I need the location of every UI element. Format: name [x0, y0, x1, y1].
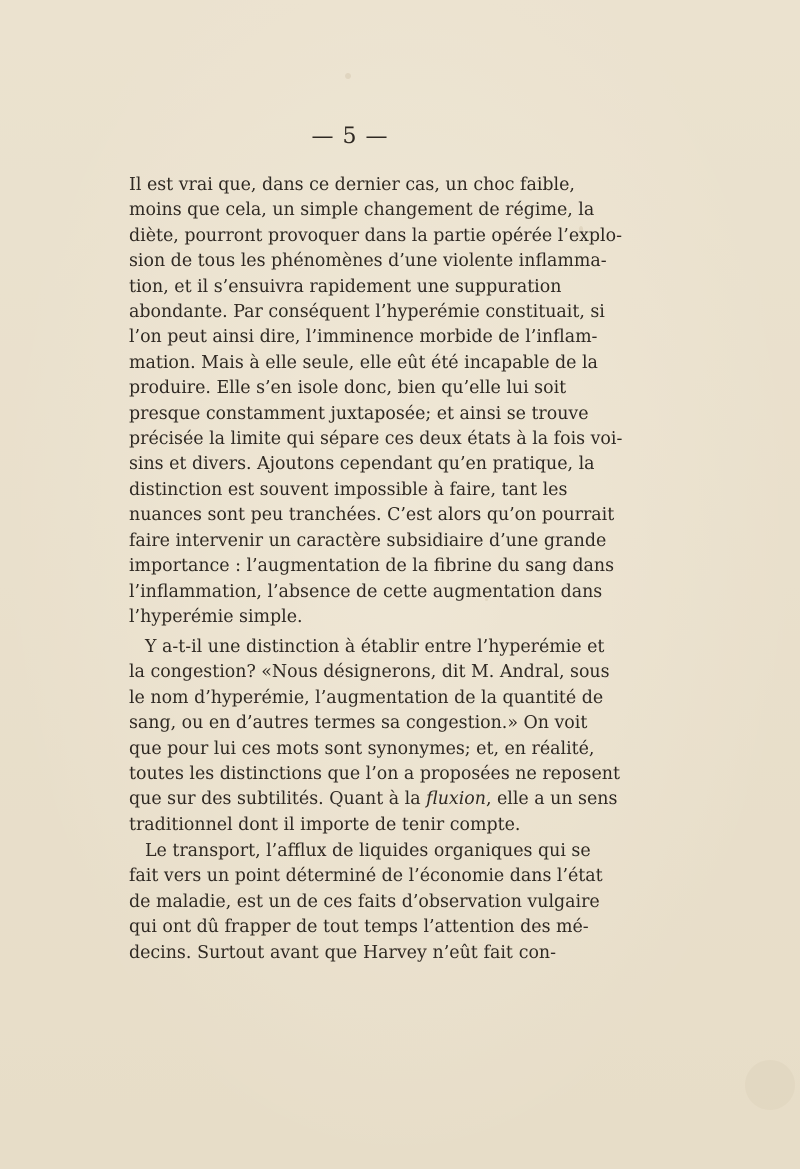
text-line: fait vers un point déterminé de l’économie dans l’état [129, 866, 603, 887]
text-line: faire intervenir un caractère subsidiaire d’une grande [129, 530, 607, 551]
text-line: importance : l’augmentation de la fibrine du sang dans [129, 556, 615, 577]
text-line: distinction est souvent impossible à faire, tant les [129, 479, 568, 500]
text-line: traditionnel dont il importe de tenir compte. [129, 814, 521, 835]
text-line: moins que cela, un simple changement de régime, la [129, 200, 595, 221]
text-line: sion de tous les phénomènes d’une violente inflamma- [129, 251, 607, 272]
text-line: l’hyperémie simple. [129, 606, 303, 627]
text-line: de maladie, est un de ces faits d’observation vulgaire [129, 891, 600, 912]
text-line: sang, ou en d’autres termes sa congestion.» On voit [129, 713, 588, 734]
text-line: qui ont dû frapper de tout temps l’attention des mé- [129, 917, 589, 938]
paragraph-2 [129, 635, 620, 838]
text-line: Y a-t-il une distinction à établir entre l’hyperémie et [145, 637, 605, 657]
text-line: Il est vrai que, dans ce dernier cas, un choc faible, [129, 175, 575, 195]
text-line: produire. Elle s’en isole donc, bien qu’elle lui soit [129, 378, 567, 399]
text-line: la congestion? «Nous désignerons, dit M. Andral, sous [129, 662, 610, 683]
text-line: nuances sont peu tranchées. C’est alors qu’on pourrait [129, 505, 615, 526]
text-line: presque constamment juxtaposée; et ainsi se trouve [129, 403, 589, 424]
text-line: decins. Surtout avant que Harvey n’eût fait con- [129, 942, 556, 963]
text-line: tion, et il s’ensuivra rapidement une suppuration [129, 276, 562, 297]
text-line: abondante. Par conséquent l’hyperémie constituait, si [129, 302, 605, 323]
text-line: diète, pourront provoquer dans la partie opérée l’explo- [129, 225, 622, 246]
paragraph-3 [129, 839, 603, 966]
text-run: que sur des subtilités. Quant à la [129, 789, 427, 810]
text-line [129, 787, 618, 812]
text-line: l’on peut ainsi dire, l’imminence morbide de l’inflam- [129, 327, 598, 348]
text-run: , elle a un sens [485, 789, 618, 810]
text-line: le nom d’hyperémie, l’augmentation de la quantité de [129, 687, 604, 708]
paragraph-1 [129, 173, 623, 630]
text-line: sins et divers. Ajoutons cependant qu’en pratique, la [129, 454, 595, 475]
text-line: Le transport, l’afflux de liquides organiques qui se [145, 841, 591, 861]
page-number: — 5 — [311, 124, 389, 149]
italic-term: fluxion [426, 789, 486, 810]
text-line: mation. Mais à elle seule, elle eût été incapable de la [129, 352, 598, 373]
text-line: toutes les distinctions que l’on a proposées ne reposent [129, 764, 620, 785]
paper-spot [345, 73, 351, 79]
text-line: précisée la limite qui sépare ces deux états à la fois voi- [129, 429, 623, 450]
paper-spot [745, 1060, 795, 1110]
text-line: que pour lui ces mots sont synonymes; et, en réalité, [129, 738, 595, 759]
text-line: l’inflammation, l’absence de cette augmentation dans [129, 581, 603, 602]
